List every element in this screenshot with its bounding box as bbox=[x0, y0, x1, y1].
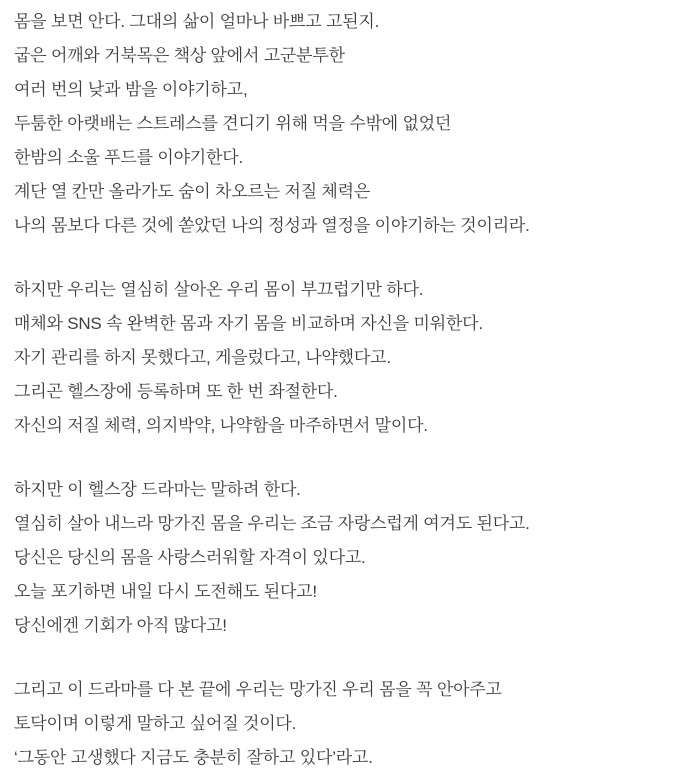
text-line: 하지만 우리는 열심히 살아온 우리 몸이 부끄럽기만 하다. bbox=[14, 280, 424, 299]
text-line: 당신은 당신의 몸을 사랑스러워할 자격이 있다고. bbox=[14, 548, 366, 567]
text-line: 두툼한 아랫배는 스트레스를 견디기 위해 먹을 수밖에 없었던 bbox=[14, 114, 452, 133]
text-line: 여러 번의 낮과 밤을 이야기하고, bbox=[14, 80, 248, 99]
text-line: ‘그동안 고생했다 지금도 충분히 잘하고 있다’라고. bbox=[14, 748, 373, 767]
paragraph-2 bbox=[14, 273, 680, 443]
text-line: 당신에겐 기회가 아직 많다고! bbox=[14, 616, 227, 635]
text-line: 계단 열 칸만 올라가도 숨이 차오르는 저질 체력은 bbox=[14, 182, 371, 201]
text-line: 하지만 이 헬스장 드라마는 말하려 한다. bbox=[14, 480, 301, 499]
text-line: 한밤의 소울 푸드를 이야기한다. bbox=[14, 148, 243, 167]
paragraph-4 bbox=[14, 673, 680, 775]
text-line: 그리고 이 드라마를 다 본 끝에 우리는 망가진 우리 몸을 꼭 안아주고 bbox=[14, 680, 502, 699]
text-line: 나의 몸보다 다른 것에 쏟았던 나의 정성과 열정을 이야기하는 것이리라. bbox=[14, 216, 530, 235]
text-line: 자기 관리를 하지 못했다고, 게을렀다고, 나약했다고. bbox=[14, 348, 391, 367]
text-line: 굽은 어깨와 거북목은 책상 앞에서 고군분투한 bbox=[14, 46, 345, 65]
text-line: 열심히 살아 내느라 망가진 몸을 우리는 조금 자랑스럽게 여겨도 된다고. bbox=[14, 514, 530, 533]
text-line: 토닥이며 이렇게 말하고 싶어질 것이다. bbox=[14, 714, 297, 733]
paragraph-1 bbox=[14, 5, 680, 243]
text-line: 자신의 저질 체력, 의지박약, 나약함을 마주하면서 말이다. bbox=[14, 416, 428, 435]
text-line: 몸을 보면 안다. 그대의 삶이 얼마나 바쁘고 고된지. bbox=[14, 12, 380, 31]
paragraph-3 bbox=[14, 473, 680, 643]
text-line: 오늘 포기하면 내일 다시 도전해도 된다고! bbox=[14, 582, 317, 601]
text-line: 그리곤 헬스장에 등록하며 또 한 번 좌절한다. bbox=[14, 382, 338, 401]
text-line: 매체와 SNS 속 완벽한 몸과 자기 몸을 비교하며 자신을 미워한다. bbox=[14, 314, 483, 333]
